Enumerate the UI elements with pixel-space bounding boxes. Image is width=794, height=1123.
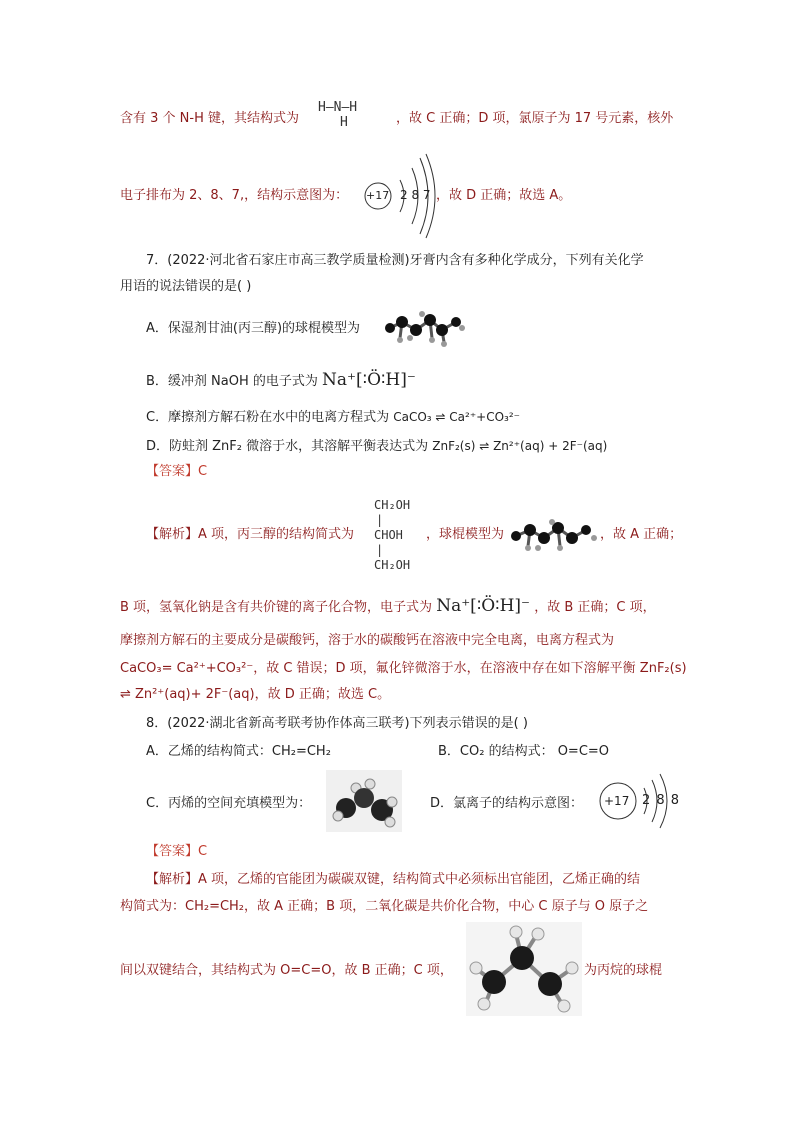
shell-electrons: 2 8 7 — [400, 188, 431, 202]
nucleus-label: +17 — [366, 189, 390, 202]
chloride-ion-diagram — [596, 770, 681, 832]
analysis-7-line4: CaCO₃= Ca²⁺+CO₃²⁻，故 C 错误；D 项，氟化锌微溶于水，在溶液中存在如下溶解平衡 ZnF₂(s) — [120, 661, 687, 676]
chlorine-atom-diagram — [360, 150, 440, 240]
analysis-7-mid: ，球棍模型为 — [426, 527, 505, 542]
text: CHOH — [374, 528, 403, 542]
q7-option-b — [146, 371, 416, 391]
answer-8: 【答案】C — [146, 844, 208, 859]
q7-option-d — [146, 437, 607, 456]
dissolution-equation: ZnF₂(s) ⇌ Zn²⁺(aq) + 2F⁻(aq) — [432, 439, 608, 453]
ionization-equation: CaCO₃ ⇌ Ca²⁺+CO₃²⁻ — [393, 410, 520, 424]
analysis-8-line2: 构简式为：CH₂=CH₂，故 A 正确；B 项，二氧化碳是共价化合物，中心 C 原子与 O 原子之 — [120, 899, 649, 914]
nucleus-label: +17 — [604, 794, 630, 808]
text: B．缓冲剂 NaOH 的电子式为 — [146, 374, 318, 389]
nh3-bottom: H — [340, 115, 348, 130]
q7-line1: 7．(2022·河北省石家庄市高三教学质量检测)牙膏内含有多种化学成分，下列有关化学 — [146, 253, 644, 268]
text: ，故 D 正确；故选 A。 — [436, 188, 572, 203]
text: | — [376, 543, 384, 557]
text: | — [376, 513, 384, 527]
analysis-8-line1: 【解析】A 项，乙烯的官能团为碳碳双键，结构简式中必须标出官能团，乙烯正确的结 — [146, 872, 641, 887]
analysis-line-cl-post — [436, 187, 571, 205]
analysis-7-post: ，故 A 正确； — [600, 527, 683, 542]
q7-line2: 用语的说法错误的是( ) — [120, 279, 252, 294]
analysis-line-nh3 — [120, 110, 299, 128]
analysis-line-nh3-post — [396, 110, 673, 128]
text: 【解析】A 项，丙三醇的结构简式为 — [146, 527, 355, 542]
analysis-line-cl — [120, 187, 348, 205]
text: CH₂OH — [374, 558, 411, 572]
text: 电子排布为 2、8、7,，结构示意图为： — [120, 188, 349, 203]
naoh-electron-formula-2: Na⁺[∶Ö∶H]⁻ — [436, 596, 531, 616]
space-filling-model-icon — [326, 770, 402, 832]
q8-option-a: A．乙烯的结构简式：CH₂=CH₂ — [146, 744, 331, 759]
analysis-7-line2 — [120, 597, 656, 617]
answer-7: 【答案】C — [146, 464, 208, 479]
text: 间以双键结合，其结构式为 O=C=O，故 B 正确；C 项， — [120, 963, 453, 978]
nh3-top: H—N—H — [318, 100, 358, 115]
q8-option-c: C．丙烯的空间充填模型为： — [146, 796, 312, 811]
text: B 项，氢氧化钠是含有共价键的离子化合物，电子式为 — [120, 600, 433, 615]
analysis-7-line1 — [146, 526, 354, 544]
propane-ball-stick-model — [466, 922, 582, 1016]
text: ，故 B 正确；C 项， — [534, 600, 656, 615]
q8-option-b: B．CO₂ 的结构式： O=C=O — [438, 744, 610, 759]
ball-stick-model-icon — [466, 922, 582, 1016]
q8-stem: 8．(2022·湖北省新高考联考协作体高三联考)下列表示错误的是( ) — [146, 716, 528, 731]
q7-option-c — [146, 408, 520, 427]
ball-stick-model-icon — [382, 308, 466, 350]
q7-option-a: A．保湿剂甘油(丙三醇)的球棍模型为 — [146, 321, 361, 336]
nh3-structural-formula — [318, 100, 357, 130]
text: D．防蛀剂 ZnF₂ 微溶于水，其溶解平衡表达式为 — [146, 439, 429, 454]
glycerol-ball-stick-model — [382, 308, 466, 354]
ball-stick-model-icon — [508, 516, 598, 558]
glycerol-ball-stick-model-2 — [508, 516, 598, 562]
analysis-7-line5: ⇌ Zn²⁺(aq)+ 2F⁻(aq)，故 D 正确；故选 C。 — [120, 687, 391, 702]
text: ，故 C 正确；D 项，氯原子为 17 号元素，核外 — [396, 111, 674, 126]
analysis-7-line3: 摩擦剂方解石的主要成分是碳酸钙，溶于水的碳酸钙在溶液中完全电离，电离方程式为 — [120, 633, 615, 648]
text: CH₂OH — [374, 498, 411, 512]
shell-electrons: 2 8 8 — [642, 793, 681, 808]
naoh-electron-formula: Na⁺[∶Ö∶H]⁻ — [322, 370, 416, 390]
propene-space-filling-model — [326, 770, 402, 832]
q8-option-d: D．氯离子的结构示意图： — [430, 796, 584, 811]
analysis-8-line3 — [120, 962, 453, 980]
text: C．摩擦剂方解石粉在水中的电离方程式为 — [146, 410, 390, 425]
analysis-8-line3-post: 为丙烷的球棍 — [584, 963, 663, 978]
text: 含有 3 个 N-H 键，其结构式为 — [120, 111, 299, 126]
glycerol-structure — [374, 498, 410, 573]
